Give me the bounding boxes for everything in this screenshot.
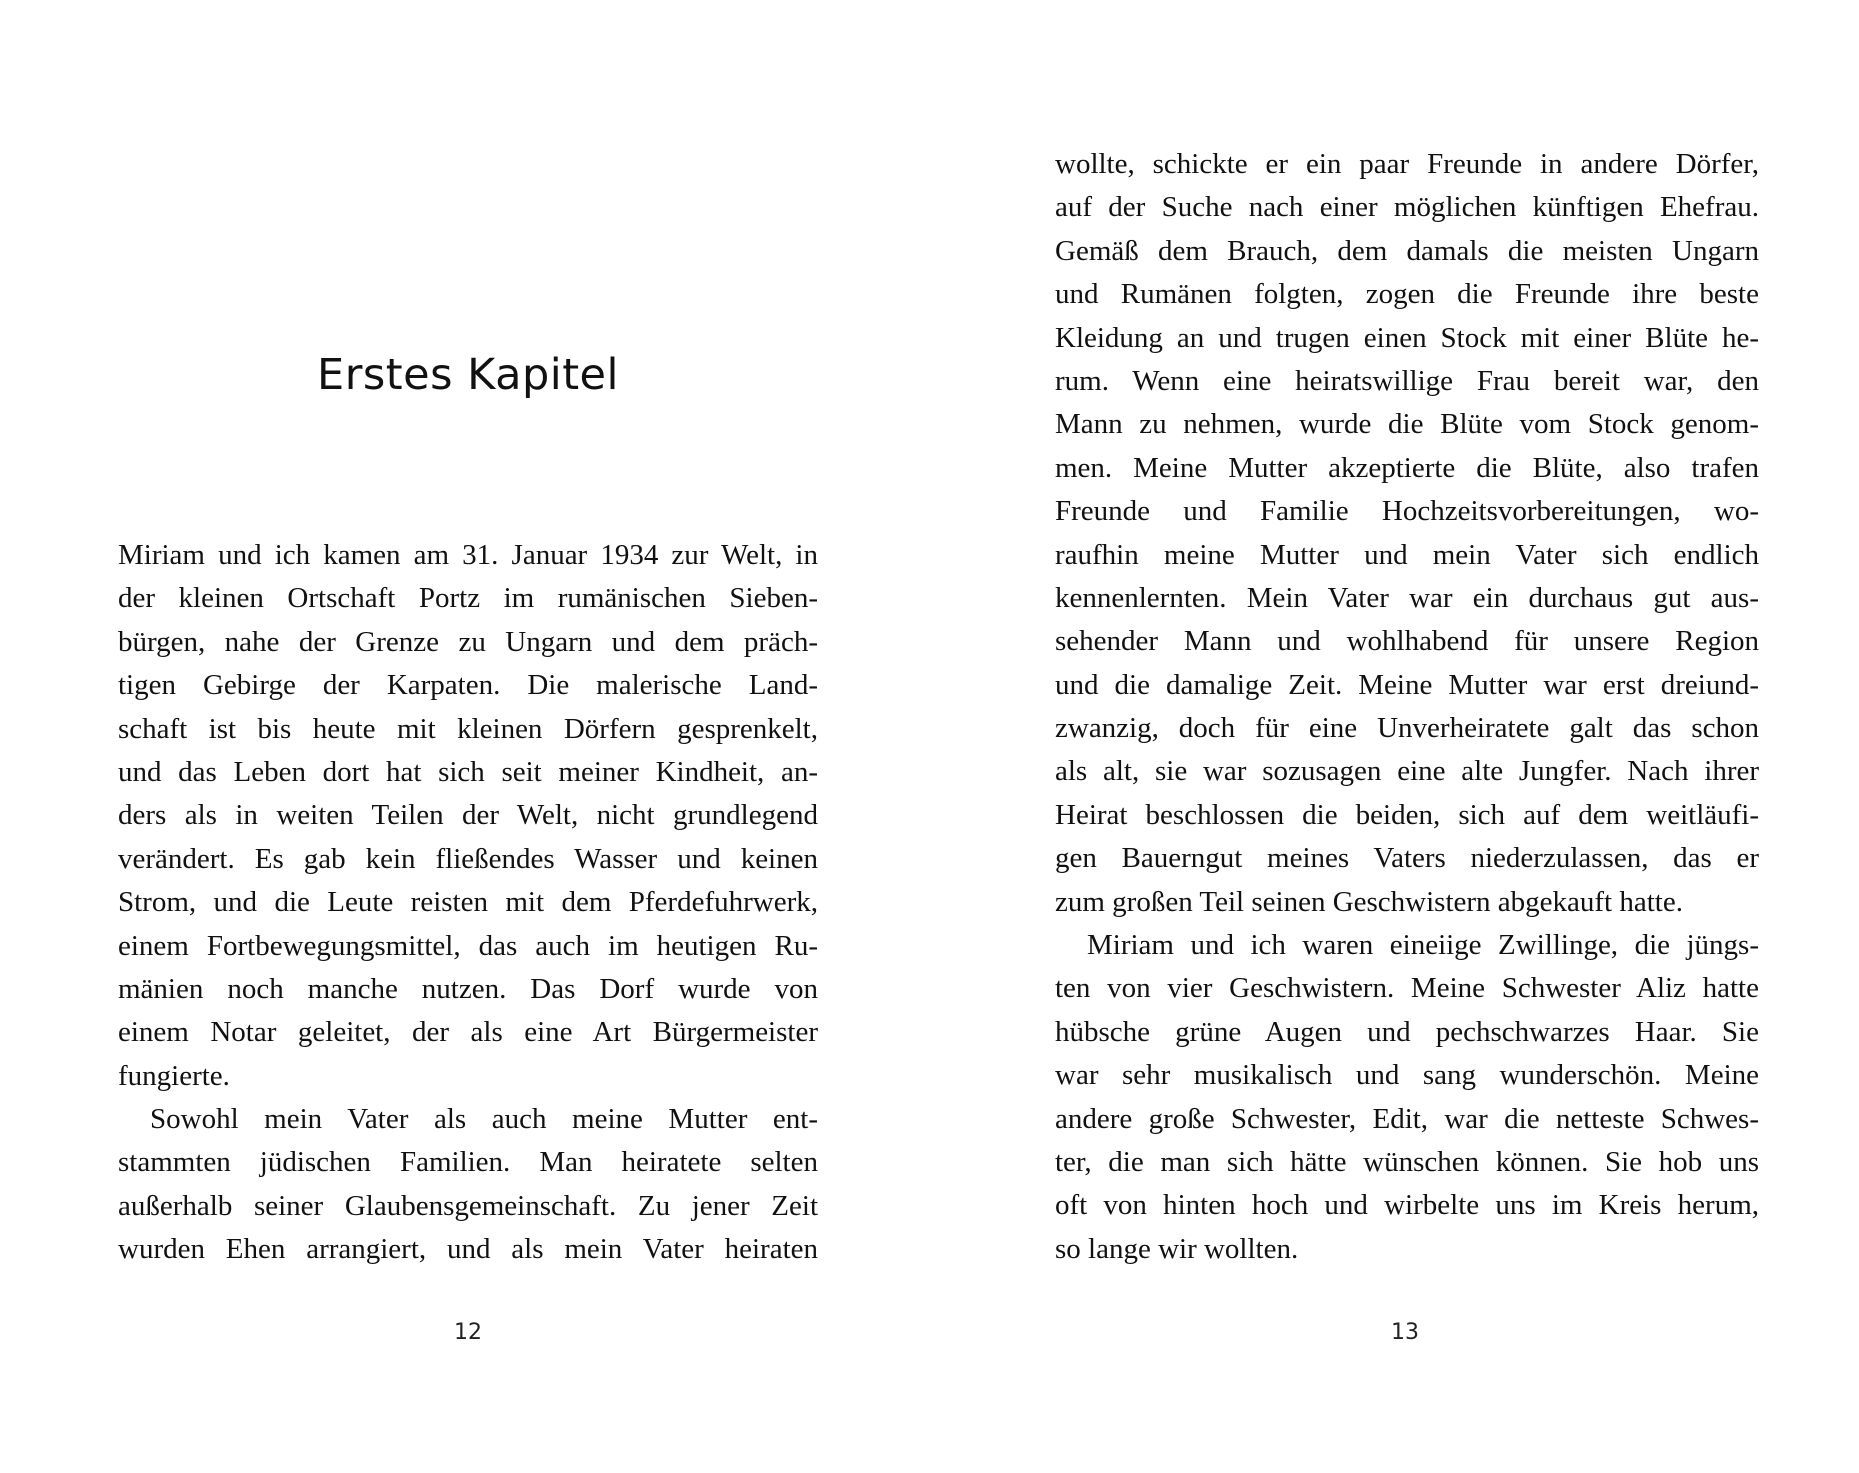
text-line: Miriam und ich waren eineiige Zwillinge, die jüngs- xyxy=(1087,929,1759,962)
text-line: hübsche grüne Augen und pechschwarzes Haar. Sie xyxy=(1055,1015,1759,1048)
text-line: war sehr musikalisch und sang wunderschön. Meine xyxy=(1055,1059,1759,1092)
text-line: außerhalb seiner Glaubensgemeinschaft. Zu jener Zeit xyxy=(118,1189,818,1222)
right-page-body xyxy=(1055,143,1759,1271)
text-line: als alt, sie war sozusagen eine alte Jungfer. Nach ihrer xyxy=(1055,755,1759,788)
text-line: Sowohl mein Vater als auch meine Mutter ent- xyxy=(150,1103,818,1136)
text-line: wollte, schickte er ein paar Freunde in andere Dörfer, xyxy=(1055,148,1759,180)
text-line: ders als in weiten Teilen der Welt, nicht grundlegend xyxy=(118,799,818,832)
right-page xyxy=(930,0,1859,1473)
text-line: zwanzig, doch für eine Unverheiratete galt das schon xyxy=(1055,712,1759,745)
left-page-body xyxy=(118,534,818,1272)
text-line: Strom, und die Leute reisten mit dem Pferdefuhrwerk, xyxy=(118,886,818,919)
text-line: gen Bauerngut meines Vaters niederzulassen, das er xyxy=(1055,842,1759,875)
page-number: 12 xyxy=(454,1320,482,1345)
text-line: raufhin meine Mutter und mein Vater sich endlich xyxy=(1055,538,1759,571)
text-line: kennenlernten. Mein Vater war ein durchaus gut aus- xyxy=(1055,581,1759,614)
text-line: wurden Ehen arrangiert, und als mein Vater heiraten xyxy=(118,1233,818,1266)
text-line: fungierte. xyxy=(118,1059,230,1092)
text-line: auf der Suche nach einer möglichen künftigen Ehefrau. xyxy=(1055,191,1759,224)
text-line: men. Meine Mutter akzeptierte die Blüte, also trafen xyxy=(1055,451,1759,484)
text-line: oft von hinten hoch und wirbelte uns im Kreis herum, xyxy=(1055,1189,1759,1222)
text-line: zum großen Teil seinen Geschwistern abgekauft hatte. xyxy=(1055,885,1683,918)
text-line: und das Leben dort hat sich seit meiner Kindheit, an- xyxy=(118,755,818,788)
text-line: Heirat beschlossen die beiden, sich auf dem weitläufi- xyxy=(1055,798,1759,831)
text-line: sehender Mann und wohlhabend für unsere Region xyxy=(1055,625,1759,658)
page-number: 13 xyxy=(1391,1320,1419,1345)
text-line: tigen Gebirge der Karpaten. Die malerische Land- xyxy=(118,669,818,702)
text-line: verändert. Es gab kein fließendes Wasser und keinen xyxy=(118,842,818,875)
text-line: schaft ist bis heute mit kleinen Dörfern gesprenkelt, xyxy=(118,712,818,745)
text-line: Freunde und Familie Hochzeitsvorbereitungen, wo- xyxy=(1055,495,1759,528)
text-line: andere große Schwester, Edit, war die netteste Schwes- xyxy=(1055,1102,1759,1135)
text-line: der kleinen Ortschaft Portz im rumänischen Sieben- xyxy=(118,582,818,615)
text-line: stammten jüdischen Familien. Man heiratete selten xyxy=(118,1146,818,1179)
text-line: bürgen, nahe der Grenze zu Ungarn und dem präch- xyxy=(118,625,818,658)
chapter-title: Erstes Kapitel xyxy=(317,350,619,400)
text-line: und Rumänen folgten, zogen die Freunde ihre beste xyxy=(1055,278,1759,311)
text-line: einem Fortbewegungsmittel, das auch im heutigen Ru- xyxy=(118,929,818,962)
text-line: rum. Wenn eine heiratswillige Frau bereit war, den xyxy=(1055,364,1759,397)
text-line: mänien noch manche nutzen. Das Dorf wurde von xyxy=(118,972,818,1005)
text-line: Kleidung an und trugen einen Stock mit einer Blüte he- xyxy=(1055,321,1759,354)
text-line: einem Notar geleitet, der als eine Art Bürgermeister xyxy=(118,1016,818,1049)
text-line: so lange wir wollten. xyxy=(1055,1232,1299,1265)
text-line: Mann zu nehmen, wurde die Blüte vom Stock genom- xyxy=(1055,408,1759,441)
text-line: Miriam und ich kamen am 31. Januar 1934 zur Welt, in xyxy=(118,539,818,571)
text-line: ter, die man sich hätte wünschen können. Sie hob uns xyxy=(1055,1145,1759,1178)
text-line: Gemäß dem Brauch, dem damals die meisten Ungarn xyxy=(1055,234,1759,267)
text-line: ten von vier Geschwistern. Meine Schwester Aliz hatte xyxy=(1055,972,1759,1005)
text-line: und die damalige Zeit. Meine Mutter war erst dreiund- xyxy=(1055,668,1759,701)
